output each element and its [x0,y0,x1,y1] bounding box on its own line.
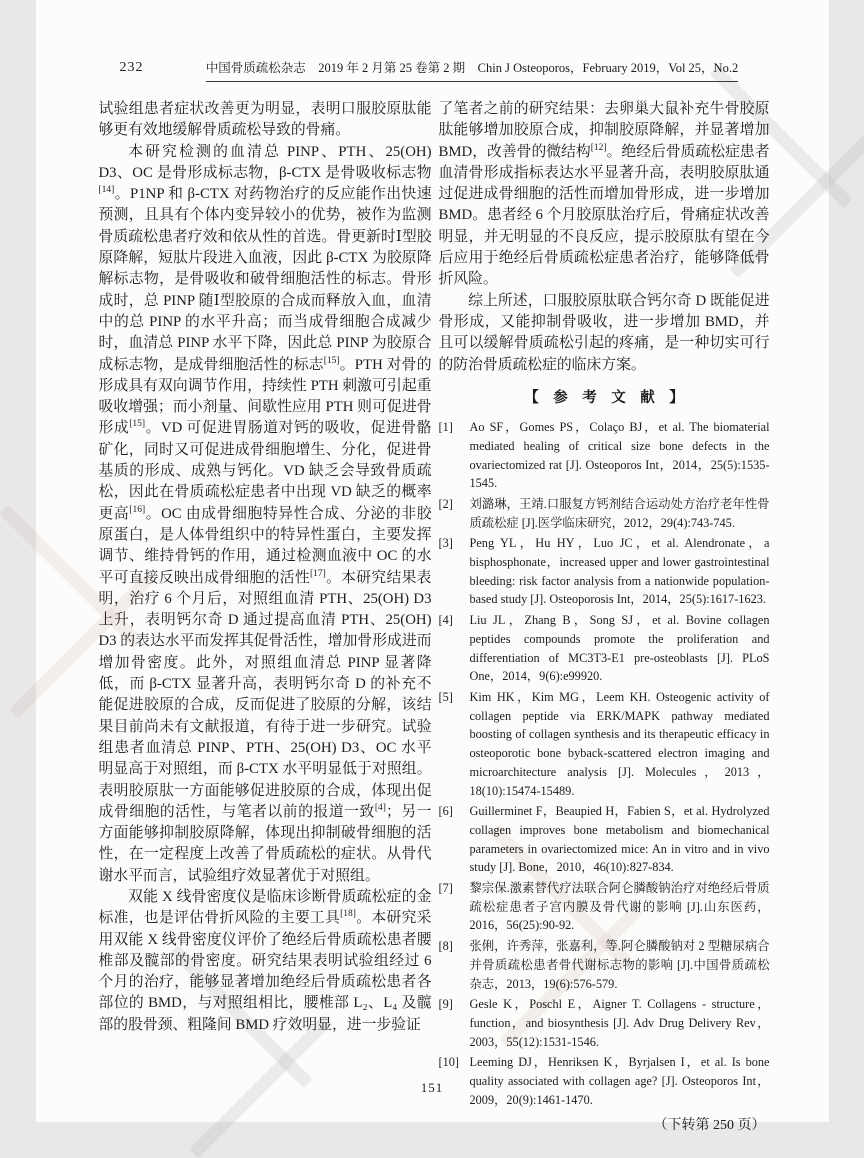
paragraph: 试验组患者症状改善更为明显，表明口服胶原肽能够更有效地缓解骨质疏松导致的骨痛。 [99,99,432,142]
reference-number: [8] [439,937,470,993]
right-column [439,99,770,1137]
paragraph: 了笔者之前的研究结果：去卵巢大鼠补充牛骨胶原肽能够增加胶原合成，抑制胶原降解，并显著增加 BMD，改善骨的微结构[12]。绝经后骨质疏松症患者血清骨形成指标表达水平显著升高，表明胶原肽通过促进成骨细胞的活性而增加骨形成，进一步增加 BMD。患者经 6 个月胶原肽治疗后，骨痛症状改善明显，并无明显的不良反应，提示胶原肽有望在今后应用于绝经后骨质疏松症患者治疗，能够降低骨折风险。 [439,99,770,291]
reference-item [439,418,770,493]
references-heading: 【 参 考 文 献 】 [439,388,770,409]
reference-text: Leeming DJ，Henriksen K，Byrjalsen I，et al. Is bone quality associated with collagen age? [J]. Osteoporos Int，2009，20(9):1461-1470. [470,1053,770,1109]
reference-number: [5] [439,688,470,800]
paragraph: 双能 X 线骨密度仪是临床诊断骨质疏松症的金标准，也是评估骨折风险的主要工具[18]。本研究采用双能 X 线骨密度仪评价了绝经后骨质疏松患者腰椎部及髋部的骨密度。研究结果表明试验组经过 6 个月的治疗，能够显著增加绝经后骨质疏松患者各部位的 BMD，与对照组相比，腰椎部 L₂、L₄ 及髋部的股骨颈、粗隆间 BMD 疗效明显，进一步验证 [99,887,432,1036]
footer-page-number: 151 [36,1080,829,1096]
reference-text: Kim HK，Kim MG，Leem KH. Osteogenic activity of collagen peptide via ERK/MAPK pathway mediated boosting of collagen synthesis and its therapeutic efficacy in osteoporotic bone byback-scattered electron imaging and microarchitecture analysis [J]. Molecules，2013，18(10):15474-15489. [470,688,770,800]
reference-number: [2] [439,495,470,532]
reference-number: [6] [439,802,470,877]
reference-text: Gesle K，Poschl E，Aigner T. Collagens - structure，function，and biosynthesis [J]. Adv Drug Delivery Rev，2003，55(12):1531-1546. [470,995,770,1051]
reference-number: [1] [439,418,470,493]
reference-text: Liu JL，Zhang B，Song SJ，et al. Bovine collagen peptides compounds promote the proliferation and differentiation of MC3T3-E1 pre-osteoblasts [J]. PLoS One，2014，9(6):e99920. [470,611,770,686]
reference-item [439,995,770,1051]
reference-text: Guillerminet F，Beaupied H，Fabien S，et al. Hydrolyzed collagen improves bone metabolism and biomechanical parameters in ovariectomized mice: An in vitro and in vivo study [J]. Bone，2010，46(10):827-834. [470,802,770,877]
reference-item [439,534,770,609]
paragraph: 综上所述，口服胶原肽联合钙尔奇 D 既能促进骨形成，又能抑制骨吸收，进一步增加 BMD，并且可以缓解骨质疏松引起的疼痛，是一种切实可行的防治骨质疏松症的临床方案。 [439,291,770,376]
reference-item [439,495,770,532]
paragraph: 本研究检测的血清总 PINP、PTH、25(OH) D3、OC 是骨形成标志物，β-CTX 是骨吸收标志物[14]。P1NP 和 β-CTX 对药物治疗的反应能作出快速预测，且具有个体内变异较小的优势，被作为监测骨质疏松患者疗效和依从性的首选。骨更新时Ⅰ型胶原降解，短肽片段进入血液，因此 β-CTX 为胶原降解标志物，是骨吸收和破骨细胞活性的标志。骨形成时，总 PINP 随Ⅰ型胶原的合成而释放入血，血清中的总 PINP 的水平升高；而当成骨细胞合成减少时，血清总 PINP 水平下降，因此总 PINP 为胶原合成标志物，是成骨细胞活性的标志[15]。PTH 对骨的形成具有双向调节作用，持续性 PTH 刺激可引起重吸收增强；而小剂量、间歇性应用 PTH 则可促进骨形成[15]。VD 可促进胃肠道对钙的吸收，促进骨骼矿化，同时又可促进成骨细胞增生、分化，促进骨基质的形成、成熟与钙化。VD 缺乏会导致骨质疏松，因此在骨质疏松症患者中出现 VD 缺乏的概率更高[16]。OC 由成骨细胞特异性合成、分泌的非胶原蛋白，是人体骨组织中的特异性蛋白，主要发挥调节、维持骨钙的作用，通过检测血液中 OC 的水平可直接反映出成骨细胞的活性[17]。本研究结果表明，治疗 6 个月后，对照组血清 PTH、25(OH) D3 上升，表明钙尔奇 D 通过提高血清 PTH、25(OH) D3 的表达水平而发挥其促骨活性，增加骨形成进而增加骨密度。此外，对照组血清总 PINP 显著降低，而 β-CTX 显著升高，表明钙尔奇 D 的补充不能促进胶原的合成，反而促进了胶原的分解，该结果目前尚未有文献报道，有待于进一步研究。试验组患者血清总 PINP、PTH、25(OH) D3、OC 水平明显高于对照组，而 β-CTX 水平明显低于对照组。表明胶原肽一方面能够促进胶原的合成，体现出促成骨细胞的活性，与笔者以前的报道一致[4]；另一方面能够抑制胶原降解，体现出抑制破骨细胞的活性，在一定程度上改善了骨质疏松的症状。从骨代谢水平而言，试验组疗效显著优于对照组。 [99,142,432,887]
reference-text: Ao SF，Gomes PS，Colaço BJ，et al. The biomaterial mediated healing of critical size bone defects in the ovariectomized rat [J]. Osteoporos Int，2014，25(5):1535-1545. [470,418,770,493]
left-column [99,99,432,1036]
continuation-note: （下转第 250 页） [439,1115,770,1136]
reference-text: 黎宗保.激素替代疗法联合阿仑膦酸钠治疗对绝经后骨质疏松症患者子宫内膜及骨代谢的影响 [J].山东医药，2016，56(25):90-92. [470,879,770,935]
reference-text: 刘潞琳，王靖.口服复方钙剂结合运动处方治疗老年性骨质疏松症 [J].医学临床研究，2012，29(4):743-745. [470,495,770,532]
reference-item [439,937,770,993]
reference-text: 张俐，许秀萍，张嘉利，等.阿仑膦酸钠对 2 型糖尿病合并骨质疏松患者骨代谢标志物的影响 [J].中国骨质疏松杂志，2013，19(6):576-579. [470,937,770,993]
reference-text: Peng YL，Hu HY，Luo JC，et al. Alendronate，a bisphosphonate，increased upper and lower gastrointestinal bleeding: risk factor analysis from a nationwide population-based study [J]. Osteoporosis Int，2014，25(5):1617-1623. [470,534,770,609]
reference-number: [7] [439,879,470,935]
reference-number: [4] [439,611,470,686]
reference-number: [9] [439,995,470,1051]
journal-header [176,58,769,82]
reference-item [439,879,770,935]
journal-header-text: 中国骨质疏松杂志 2019 年 2 月第 25 卷第 2 期 Chin J Osteoporos，February 2019，Vol 25，No.2 [206,58,738,82]
reference-item [439,611,770,686]
reference-number: [3] [439,534,470,609]
reference-item [439,688,770,800]
journal-page [36,0,829,1122]
header-page-number: 232 [120,60,144,76]
reference-item [439,802,770,877]
reference-number: [10] [439,1053,470,1109]
